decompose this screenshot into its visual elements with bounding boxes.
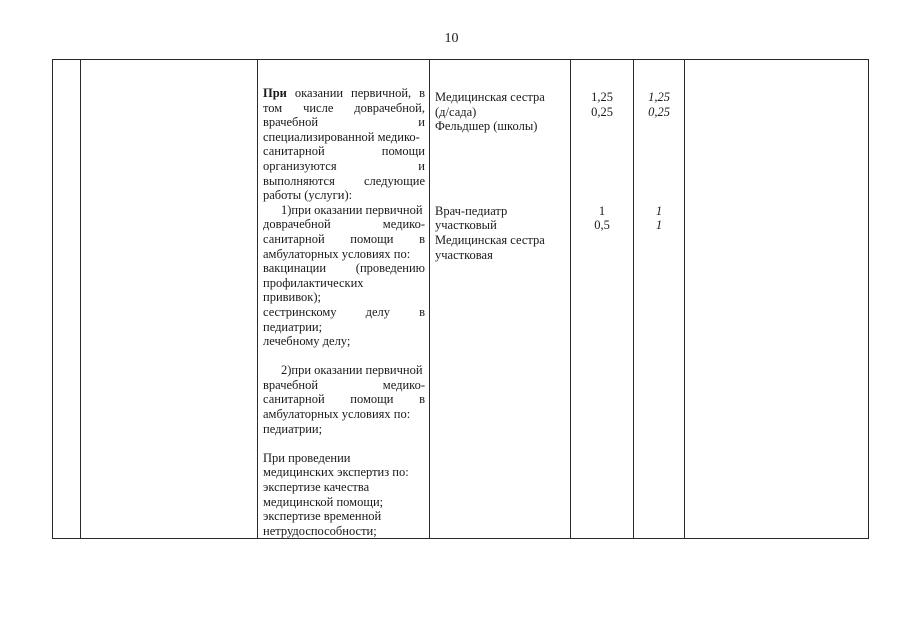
staff-line: Медицинская сестра (435, 232, 545, 247)
block3-line: При проведении (263, 450, 351, 465)
number-cell (53, 60, 81, 539)
block1-line: амбулаторных условиях по: (263, 246, 411, 261)
staff-line: Медицинская сестра (435, 90, 545, 104)
block1-line: 1)при оказании первичной (281, 202, 423, 217)
norm-value: 1,25 (591, 90, 613, 104)
actual-value: 1,25 (648, 90, 670, 104)
staff-line: Фельдшер (школы) (435, 119, 538, 134)
intro-line: оказании первичной, в (286, 86, 425, 100)
actual-value: 1 (655, 203, 663, 218)
block2-line: педиатрии; (263, 421, 323, 436)
block1-line: вакцинации (проведению (263, 261, 425, 276)
intro-line: санитарной помощи (263, 144, 425, 159)
staffing-table (52, 59, 869, 539)
block3-line: экспертизе временной (263, 509, 382, 524)
staff-line: Врач-педиатр (435, 203, 508, 218)
intro-line: выполняются следующие (263, 173, 425, 188)
block1-line: доврачебной медико- (263, 217, 425, 232)
intro-line: врачебной и (263, 115, 425, 130)
norm-rate-cell (571, 60, 634, 539)
intro-line: организуются и (263, 158, 425, 173)
block1-line: лечебному делу; (263, 334, 351, 349)
intro-line: том числе доврачебной, (263, 100, 425, 115)
intro-first-line (263, 86, 425, 101)
staff-line: (д/сада) (435, 104, 477, 119)
block1-line: прививок); (263, 290, 321, 305)
empty-cell (81, 60, 258, 539)
actual-rate-cell (634, 60, 685, 539)
block2-line: амбулаторных условиях по: (263, 407, 411, 422)
staff-line: участковая (435, 247, 493, 262)
block2-line: врачебной медико- (263, 377, 425, 392)
block2-line: санитарной помощи в (263, 392, 425, 407)
intro-line: специализированной медико- (263, 129, 420, 144)
block3-line: медицинской помощи; (263, 494, 384, 509)
intro-line: работы (услуги): (263, 188, 353, 203)
services-description-cell (258, 60, 430, 539)
block1-line: педиатрии; (263, 319, 323, 334)
notes-cell (685, 60, 869, 539)
table-row (53, 60, 869, 539)
staff-line: участковый (435, 218, 497, 233)
actual-value: 1 (655, 218, 663, 233)
block3-line: экспертизе качества (263, 480, 370, 495)
page-number: 10 (444, 31, 459, 46)
actual-value: 0,25 (648, 104, 670, 119)
norm-value: 1 (598, 203, 606, 218)
block2-line: 2)при оказании первичной (281, 363, 423, 378)
staff-position-cell (430, 60, 571, 539)
block1-line: профилактических (263, 275, 364, 290)
block1-line: санитарной помощи в (263, 231, 425, 246)
block3-line: нетрудоспособности; (263, 523, 377, 538)
norm-value: 0,5 (594, 218, 610, 233)
intro-bold-word: При (263, 86, 287, 100)
norm-value: 0,25 (591, 104, 613, 119)
block1-line: сестринскому делу в (263, 304, 425, 319)
block3-line: медицинских экспертиз по: (263, 465, 409, 480)
